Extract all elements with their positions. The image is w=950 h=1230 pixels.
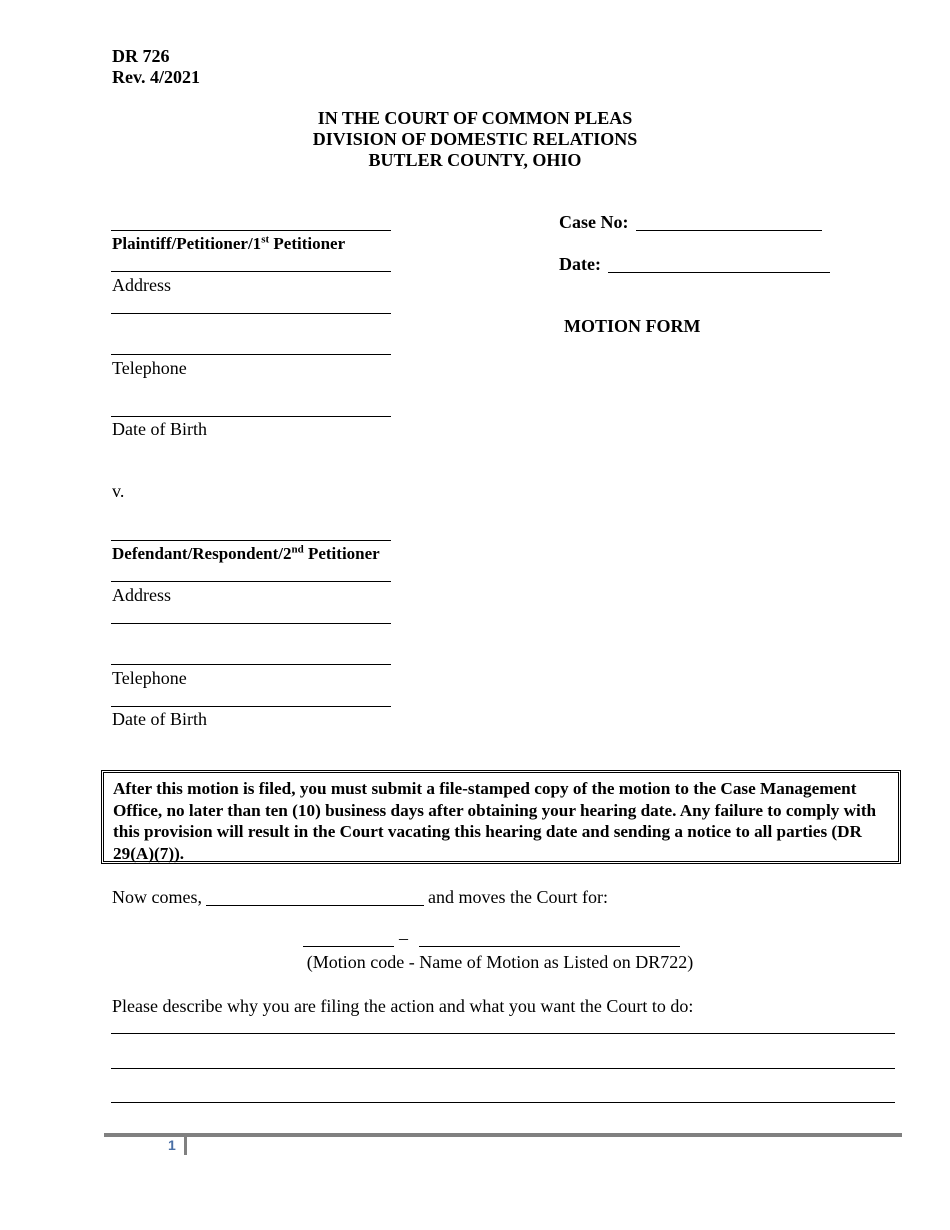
page-number-divider xyxy=(184,1137,187,1155)
description-line[interactable] xyxy=(111,1102,895,1103)
description-line[interactable] xyxy=(111,1033,895,1034)
defendant-address-line2-field[interactable] xyxy=(111,623,391,624)
page-number: 1 xyxy=(168,1137,176,1153)
motion-code-dash: – xyxy=(399,928,408,948)
defendant-telephone-field[interactable] xyxy=(111,664,391,665)
movant-name-field[interactable] xyxy=(206,905,424,906)
versus-label: v. xyxy=(112,481,125,501)
motion-form-title: MOTION FORM xyxy=(564,316,701,336)
form-id: DR 726 xyxy=(112,46,170,66)
plaintiff-dob-label: Date of Birth xyxy=(112,419,207,439)
defendant-dob-label: Date of Birth xyxy=(112,709,207,729)
date-label: Date: xyxy=(559,254,601,274)
court-division: DIVISION OF DOMESTIC RELATIONS xyxy=(312,129,638,149)
motion-code-caption: (Motion code - Name of Motion as Listed on DR722) xyxy=(306,952,694,972)
describe-prompt: Please describe why you are filing the action and what you want the Court to do: xyxy=(112,996,694,1016)
date-field[interactable] xyxy=(608,272,830,273)
now-comes-label: Now comes, xyxy=(112,887,202,907)
court-county: BUTLER COUNTY, OHIO xyxy=(368,150,582,170)
motion-code-field[interactable] xyxy=(303,946,394,947)
plaintiff-dob-field[interactable] xyxy=(111,416,391,417)
defendant-dob-field[interactable] xyxy=(111,706,391,707)
moves-court-label: and moves the Court for: xyxy=(428,887,608,907)
footer-rule xyxy=(104,1133,902,1137)
plaintiff-address-field[interactable] xyxy=(111,271,391,272)
motion-name-field[interactable] xyxy=(419,946,680,947)
form-revision: Rev. 4/2021 xyxy=(112,67,200,87)
plaintiff-telephone-label: Telephone xyxy=(112,358,187,378)
plaintiff-name-field[interactable] xyxy=(111,230,391,231)
court-name: IN THE COURT OF COMMON PLEAS xyxy=(317,108,633,128)
filing-notice-box: After this motion is filed, you must submit a file-stamped copy of the motion to the Case Management Office, no later than ten (10) business days after obtaining your hearing date. Any failure to comply with this provision will result in the Court vacating this hearing date and sending a notice to all parties (DR 29(A)(7)). xyxy=(101,770,901,864)
plaintiff-role-label: Plaintiff/Petitioner/1st Petitioner xyxy=(112,233,346,253)
case-no-field[interactable] xyxy=(636,230,822,231)
defendant-address-label: Address xyxy=(112,585,171,605)
plaintiff-telephone-field[interactable] xyxy=(111,354,391,355)
plaintiff-address-label: Address xyxy=(112,275,171,295)
description-line[interactable] xyxy=(111,1068,895,1069)
defendant-telephone-label: Telephone xyxy=(112,668,187,688)
defendant-address-field[interactable] xyxy=(111,581,391,582)
plaintiff-address-line2-field[interactable] xyxy=(111,313,391,314)
case-no-label: Case No: xyxy=(559,212,629,232)
defendant-role-label: Defendant/Respondent/2nd Petitioner xyxy=(112,543,380,563)
defendant-name-field[interactable] xyxy=(111,540,391,541)
